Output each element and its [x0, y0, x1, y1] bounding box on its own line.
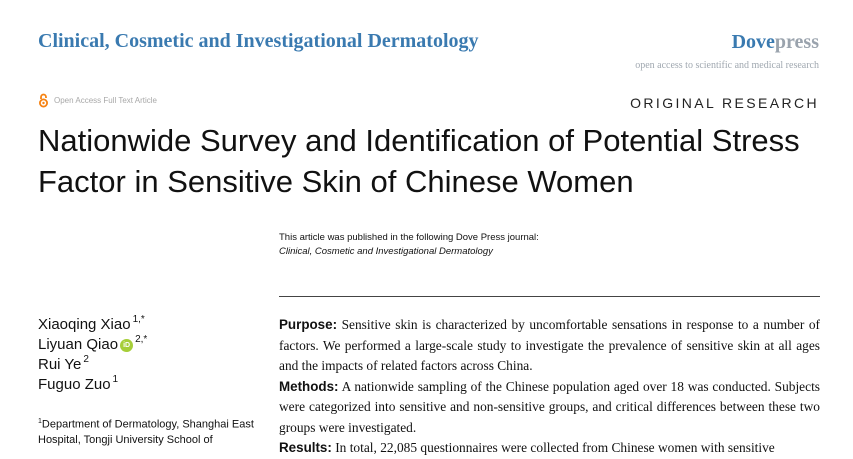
abstract-methods-text: A nationwide sampling of the Chinese population aged over 18 was conducted. Subjects were categorized into sensitive and non-sensitive groups, and critical differences between these two groups were investigated.: [279, 378, 821, 435]
publisher-dove-text: Dove: [731, 31, 775, 53]
open-access-icon: [38, 93, 49, 108]
abstract-results-label: Results:: [279, 440, 332, 455]
orcid-icon[interactable]: iD: [120, 339, 133, 352]
publisher-press-text: press: [774, 31, 819, 53]
abstract: [279, 315, 820, 459]
author-name: Rui Ye: [38, 356, 82, 373]
affiliation-marker: 1: [38, 418, 42, 425]
author-list: [38, 315, 147, 395]
article-title: Nationwide Survey and Identification of Potential Stress Factor in Sensitive Skin of Chinese Women: [38, 123, 800, 199]
publication-note-journal[interactable]: Clinical, Cosmetic and Investigational Dermatology: [279, 246, 493, 257]
abstract-results-text: In total, 22,085 questionnaires were collected from Chinese women with sensitive: [335, 440, 775, 455]
publisher-logo[interactable]: [732, 31, 819, 54]
abstract-methods: [279, 377, 820, 439]
abstract-results: [279, 438, 820, 459]
author-item: Fuguo Zuo $^1$: [38, 374, 119, 393]
affiliation: [38, 414, 268, 448]
abstract-purpose: [279, 315, 820, 377]
journal-name: Clinical, Cosmetic and Investigational Dermatology: [38, 30, 479, 52]
section-divider: [279, 296, 820, 297]
open-access-row: [38, 93, 157, 108]
abstract-purpose-label: Purpose:: [279, 317, 338, 332]
author-name: Liyuan Qiao: [38, 336, 119, 353]
publication-note-text: This article was published in the following Dove Press journal:: [279, 232, 539, 243]
affiliation-text: Department of Dermatology, Shanghai East Hospital, Tongji University School of: [38, 418, 254, 446]
abstract-methods-label: Methods:: [279, 378, 339, 394]
publication-note: [279, 231, 539, 259]
article-type: ORIGINAL RESEARCH: [630, 95, 819, 111]
author-name: Fuguo Zuo: [38, 376, 111, 393]
author-item: Liyuan Qiao iD $^{2,*}$: [38, 334, 148, 353]
author-item: Rui Ye $^2$: [38, 354, 89, 373]
open-access-label: Open Access Full Text Article: [54, 96, 158, 105]
author-name: Xiaoqing Xiao: [38, 316, 131, 333]
abstract-purpose-text: Sensitive skin is characterized by uncomfortable sensations in response to a number of factors. We performed a large-scale study to investigate the prevalence of sensitive skin at all ages and the impacts of related factors across China.: [279, 317, 820, 373]
publisher-tagline: open access to scientific and medical research: [635, 60, 819, 71]
author-item: Xiaoqing Xiao $^{1,*}$: [38, 314, 145, 333]
